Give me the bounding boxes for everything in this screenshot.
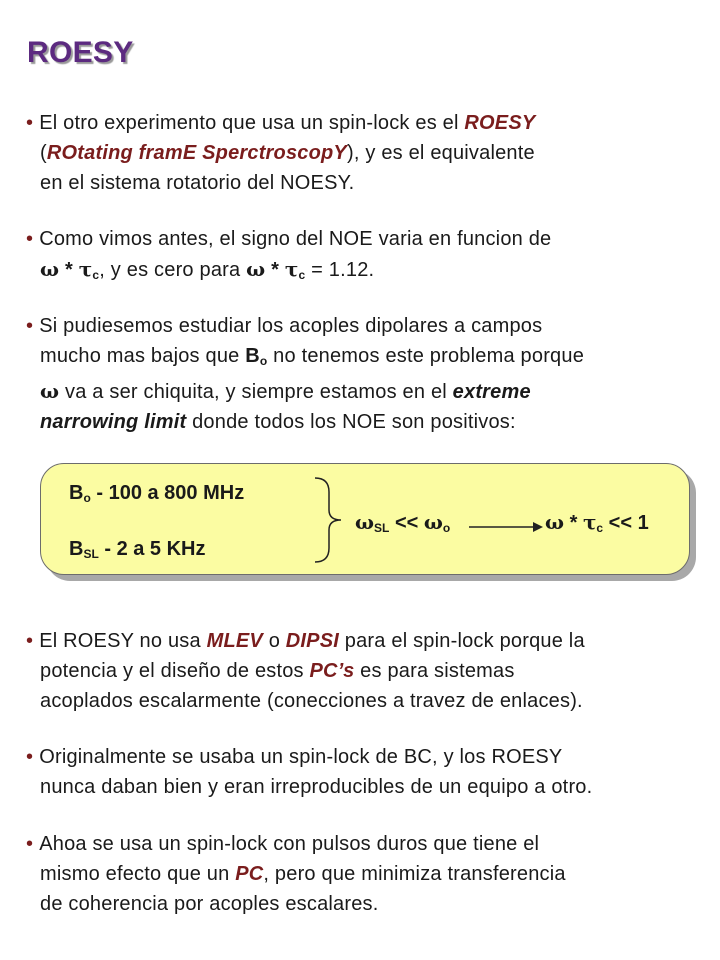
keyword-dipsi: DIPSI	[285, 630, 340, 652]
text-line: potencia y el diseño de estos PC’s es para sistemas	[40, 660, 515, 682]
text-line: • Si pudiesemos estudiar los acoples dipolares a campos	[26, 315, 543, 337]
paragraph-roesy-intro	[26, 108, 706, 198]
keyword-roesy: ROESY	[464, 112, 536, 134]
tau-symbol: τ	[78, 257, 93, 281]
keyword-roesy-expansion: ROtating framE SperctroscopY	[46, 142, 347, 164]
bullet-icon: •	[26, 833, 34, 855]
bullet-icon: •	[26, 315, 34, 337]
text-line: • El ROESY no usa MLEV o DIPSI para el spin-lock porque la	[26, 630, 585, 652]
text-line: nunca daban bien y eran irreproducibles de un equipo a otro.	[40, 776, 593, 798]
text-line: mismo efecto que un PC, pero que minimiza transferencia	[40, 863, 566, 885]
text-line: • El otro experimento que usa un spin-lock es el ROESY	[26, 112, 536, 134]
text-line: narrowing limit donde todos los NOE son positivos:	[40, 411, 516, 433]
paragraph-noe-sign	[26, 224, 706, 290]
paragraph-hard-pulses	[26, 829, 706, 919]
bullet-icon: •	[26, 630, 34, 652]
omega-symbol: ω	[40, 257, 60, 281]
omega-tau-result: $\omega * \tau_c << 1$	[545, 510, 649, 535]
text-line: de coherencia por acoples escalares.	[40, 893, 379, 915]
bullet-icon: •	[26, 228, 34, 250]
omega-symbol: ω	[246, 257, 266, 281]
right-brace-icon	[311, 476, 351, 564]
keyword-mlev: MLEV	[206, 630, 263, 652]
text-line: • Originalmente se usaba un spin-lock de BC, y los ROESY	[26, 746, 563, 768]
omega-symbol: ω	[40, 379, 60, 403]
bullet-icon: •	[26, 746, 34, 768]
keyword-pcs: PC’s	[309, 660, 355, 682]
keyword-extreme: extreme	[452, 381, 531, 403]
text-line: • Como vimos antes, el signo del NOE varia en funcion de	[26, 228, 552, 250]
field-comparison-callout	[40, 463, 690, 575]
slide-title: ROESY	[27, 36, 134, 69]
keyword-pc: PC	[235, 863, 264, 885]
text-line: • Ahoa se usa un spin-lock con pulsos duros que tiene el	[26, 833, 540, 855]
paragraph-mlev-dipsi	[26, 626, 706, 716]
text-line: en el sistema rotatorio del NOESY.	[40, 172, 355, 194]
tau-symbol: τ	[284, 257, 299, 281]
text-line: acoplados escalarmente (conecciones a travez de enlaces).	[40, 690, 583, 712]
arrow-right-icon	[469, 520, 543, 534]
paragraph-original-spinlock	[26, 742, 706, 802]
text-line: (ROtating framE SperctroscopY), y es el equivalente	[40, 142, 535, 164]
text-line: ω va a ser chiquita, y siempre estamos en el extreme	[40, 379, 531, 403]
text-line: mucho mas bajos que $B_o$ no tenemos este problema porque	[40, 345, 585, 368]
omega-relation: $\omega_{SL} << \omega_o$	[355, 510, 451, 535]
field-bo-row: $B_o - 100$ a 800 MHz	[69, 482, 245, 505]
keyword-narrowing-limit: narrowing limit	[40, 411, 187, 433]
text-line: ω * $\tau_c$, y es cero para $\omega * \tau_c = 1.12$.	[40, 257, 375, 282]
field-bsl-row: $B_{SL} - 2$ a 5 KHz	[69, 538, 206, 561]
bullet-icon: •	[26, 112, 34, 134]
paragraph-low-field	[26, 311, 706, 437]
